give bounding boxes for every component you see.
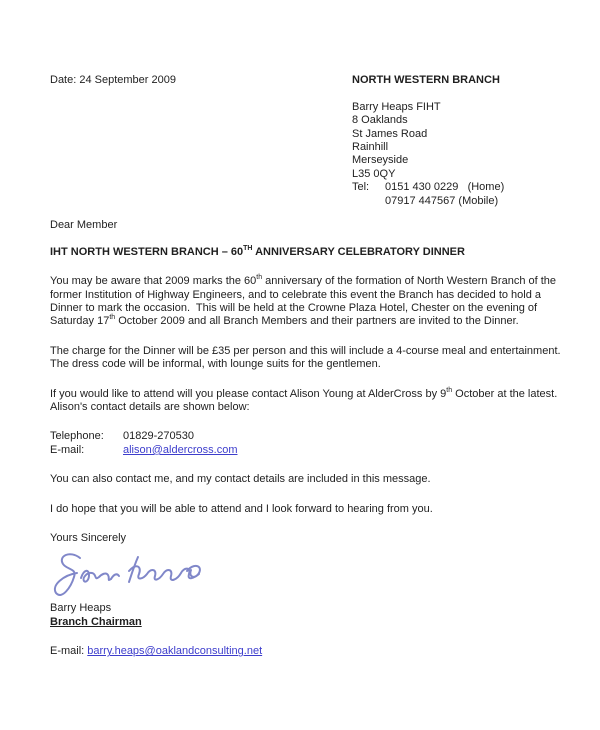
signature-image — [50, 548, 560, 602]
footer-email-label: E-mail: — [50, 645, 88, 658]
tel-mobile-value: 07917 447567 (Mobile) — [385, 194, 499, 207]
text-line: L35 0QY — [352, 167, 396, 180]
subject-heading: IHT NORTH WESTERN BRANCH – 60TH ANNIVERSARY CELEBRATORY DINNER — [50, 244, 465, 258]
signatory-title: Branch Chairman — [50, 615, 142, 628]
text-line: 8 Oaklands — [352, 114, 408, 127]
telephone-label: Telephone: — [50, 430, 104, 443]
valediction: Yours Sincerely — [50, 532, 127, 545]
tel-home-row — [352, 181, 504, 194]
text-line: Merseyside — [352, 154, 409, 167]
telephone-value: 01829-270530 — [123, 430, 194, 443]
paragraph-charge — [50, 345, 560, 372]
salutation: Dear Member — [50, 219, 118, 232]
text-line: If you would like to attend will you please contact Alison Young at AlderCross by 9th October at the latest. — [50, 386, 558, 400]
barry-email-link[interactable]: barry.heaps@oaklandconsulting.net — [87, 645, 263, 658]
paragraph-rsvp — [50, 388, 560, 415]
text-line: St James Road — [352, 127, 428, 140]
email-row — [50, 444, 560, 457]
text-line: former Institution of Highway Engineers, and to celebrate this event the Branch has decided to hold a — [50, 288, 542, 301]
signatory-name: Barry Heaps — [50, 601, 112, 614]
tel-label: Tel: — [352, 181, 370, 194]
sender-block — [352, 74, 504, 208]
footer-email-row — [50, 645, 560, 658]
text-line: Saturday 17th October 2009 and all Branch Members and their partners are invited to the Dinner. — [50, 314, 519, 328]
text-line: Rainhill — [352, 141, 389, 154]
text-line: Alison's contact details are shown below: — [50, 401, 250, 414]
telephone-row — [50, 430, 560, 443]
branch-header: NORTH WESTERN BRANCH — [352, 74, 500, 86]
contact-details-block — [50, 430, 560, 457]
date-line: Date: 24 September 2009 — [50, 74, 176, 86]
text-line: You may be aware that 2009 marks the 60th anniversary of the formation of North Western Branch of the — [50, 274, 557, 288]
paragraph-also-contact: You can also contact me, and my contact details are included in this message. — [50, 473, 431, 486]
alison-email-link[interactable]: alison@aldercross.com — [123, 443, 238, 456]
tel-home-value: 0151 430 0229 (Home) — [385, 181, 505, 194]
sender-address-block — [352, 101, 504, 181]
email-label: E-mail: — [50, 443, 85, 456]
paragraph-invitation — [50, 275, 560, 329]
text-line: The dress code will be informal, with lounge suits for the gentlemen. — [50, 358, 381, 371]
text-line: Barry Heaps FIHT — [352, 100, 441, 113]
text-line: The charge for the Dinner will be £35 per person and this will include a 4-course meal and entertainment. — [50, 344, 561, 357]
tel-mobile-row — [352, 195, 504, 208]
paragraph-hope: I do hope that you will be able to attend and I look forward to hearing from you. — [50, 502, 433, 515]
text-line: Dinner to mark the occasion. This will be held at the Crowne Plaza Hotel, Chester on the evening of — [50, 302, 538, 315]
handwritten-signature-svg — [50, 548, 220, 602]
